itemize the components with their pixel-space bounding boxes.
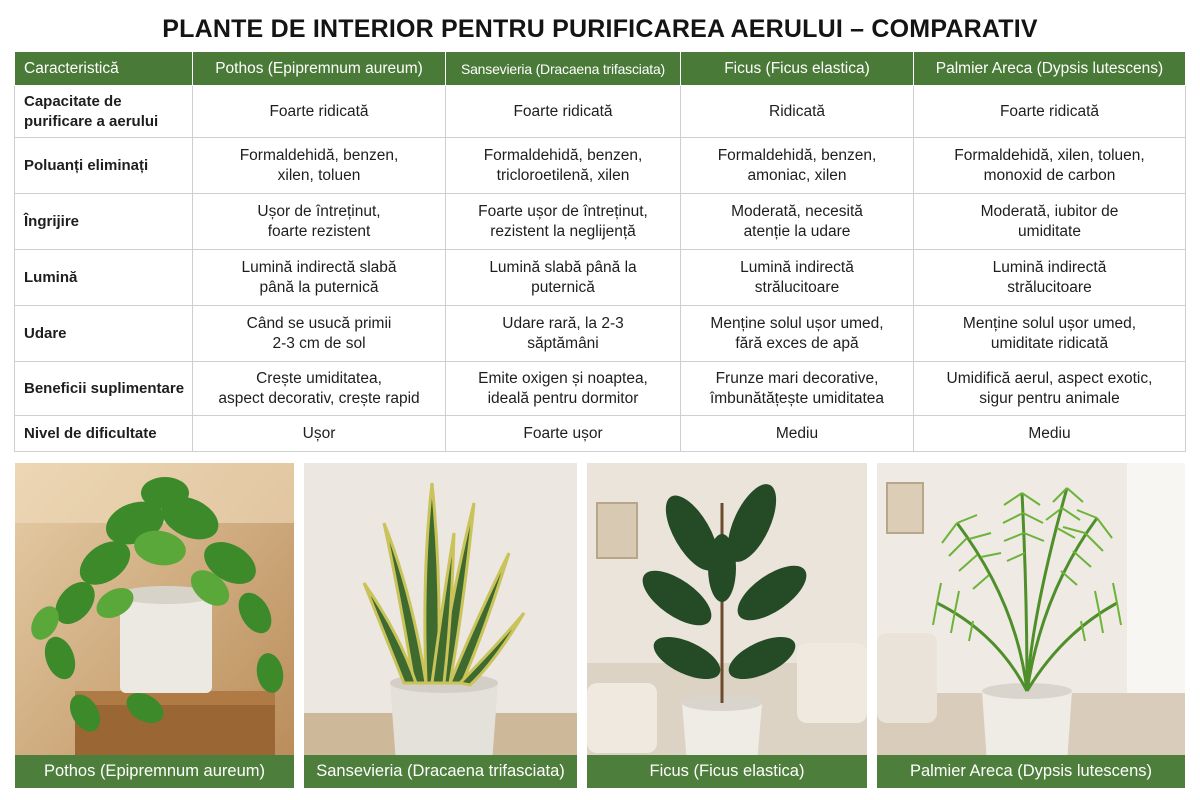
table-cell: Frunze mari decorative, îmbunătățește umiditatea [681, 362, 914, 416]
table-cell: Lumină indirectă slabă până la puternică [193, 250, 446, 306]
header-areca: Palmier Areca (Dypsis lutescens) [914, 52, 1186, 86]
table-cell: Când se usucă primii 2-3 cm de sol [193, 306, 446, 362]
table-cell: Formaldehidă, xilen, toluen, monoxid de carbon [914, 138, 1186, 194]
pothos-photo-card [15, 463, 294, 788]
table-row [15, 362, 1186, 416]
pothos-caption: Pothos (Epipremnum aureum) [15, 755, 294, 788]
comparison-table [14, 51, 1186, 452]
table-cell: Ușor [193, 416, 446, 452]
header-ficus: Ficus (Ficus elastica) [681, 52, 914, 86]
table-cell: Ușor de întreținut, foarte rezistent [193, 194, 446, 250]
row-label: Poluanți eliminați [15, 138, 193, 194]
table-cell: Formaldehidă, benzen, tricloroetilenă, xilen [446, 138, 681, 194]
row-label: Udare [15, 306, 193, 362]
table-cell: Mediu [681, 416, 914, 452]
header-pothos: Pothos (Epipremnum aureum) [193, 52, 446, 86]
table-cell: Menține solul ușor umed, umiditate ridicată [914, 306, 1186, 362]
table-cell: Udare rară, la 2-3 săptămâni [446, 306, 681, 362]
row-label: Nivel de dificultate [15, 416, 193, 452]
table-cell: Foarte ușor de întreținut, rezistent la neglijență [446, 194, 681, 250]
table-row [15, 194, 1186, 250]
header-characteristic: Caracteristică [15, 52, 193, 86]
rubber-plant-photo [587, 463, 867, 788]
row-label: Lumină [15, 250, 193, 306]
areca-palm-photo [877, 463, 1185, 788]
table-cell: Lumină slabă până la puternică [446, 250, 681, 306]
table-cell: Foarte ușor [446, 416, 681, 452]
pothos-plant-photo [15, 463, 294, 788]
table-header-row [15, 52, 1186, 86]
row-label: Beneficii suplimentare [15, 362, 193, 416]
page-title: PLANTE DE INTERIOR PENTRU PURIFICAREA AERULUI – COMPARATIV [162, 15, 1038, 43]
table-cell: Formaldehidă, benzen, amoniac, xilen [681, 138, 914, 194]
table-row [15, 250, 1186, 306]
snake-plant-photo [304, 463, 577, 788]
table-cell: Foarte ridicată [193, 86, 446, 138]
table-cell: Crește umiditatea, aspect decorativ, crește rapid [193, 362, 446, 416]
areca-caption: Palmier Areca (Dypsis lutescens) [877, 755, 1185, 788]
table-cell: Menține solul ușor umed, fără exces de apă [681, 306, 914, 362]
ficus-caption: Ficus (Ficus elastica) [587, 755, 867, 788]
table-cell: Moderată, iubitor de umiditate [914, 194, 1186, 250]
table-cell: Foarte ridicată [914, 86, 1186, 138]
table-cell: Emite oxigen și noaptea, ideală pentru dormitor [446, 362, 681, 416]
ficus-photo-card [587, 463, 867, 788]
table-row [15, 306, 1186, 362]
table-cell: Foarte ridicată [446, 86, 681, 138]
table-cell: Lumină indirectă strălucitoare [681, 250, 914, 306]
table-cell: Moderată, necesită atenție la udare [681, 194, 914, 250]
sansevieria-caption: Sansevieria (Dracaena trifasciata) [304, 755, 577, 788]
header-sansevieria: Sansevieria (Dracaena trifasciata) [446, 52, 681, 86]
table-cell: Ridicată [681, 86, 914, 138]
table-row [15, 86, 1186, 138]
table-cell: Lumină indirectă strălucitoare [914, 250, 1186, 306]
areca-photo-card [877, 463, 1185, 788]
table-row [15, 416, 1186, 452]
table-row [15, 138, 1186, 194]
row-label: Îngrijire [15, 194, 193, 250]
row-label: Capacitate de purificare a aerului [15, 86, 193, 138]
table-cell: Formaldehidă, benzen, xilen, toluen [193, 138, 446, 194]
sansevieria-photo-card [304, 463, 577, 788]
table-cell: Umidifică aerul, aspect exotic, sigur pentru animale [914, 362, 1186, 416]
table-cell: Mediu [914, 416, 1186, 452]
